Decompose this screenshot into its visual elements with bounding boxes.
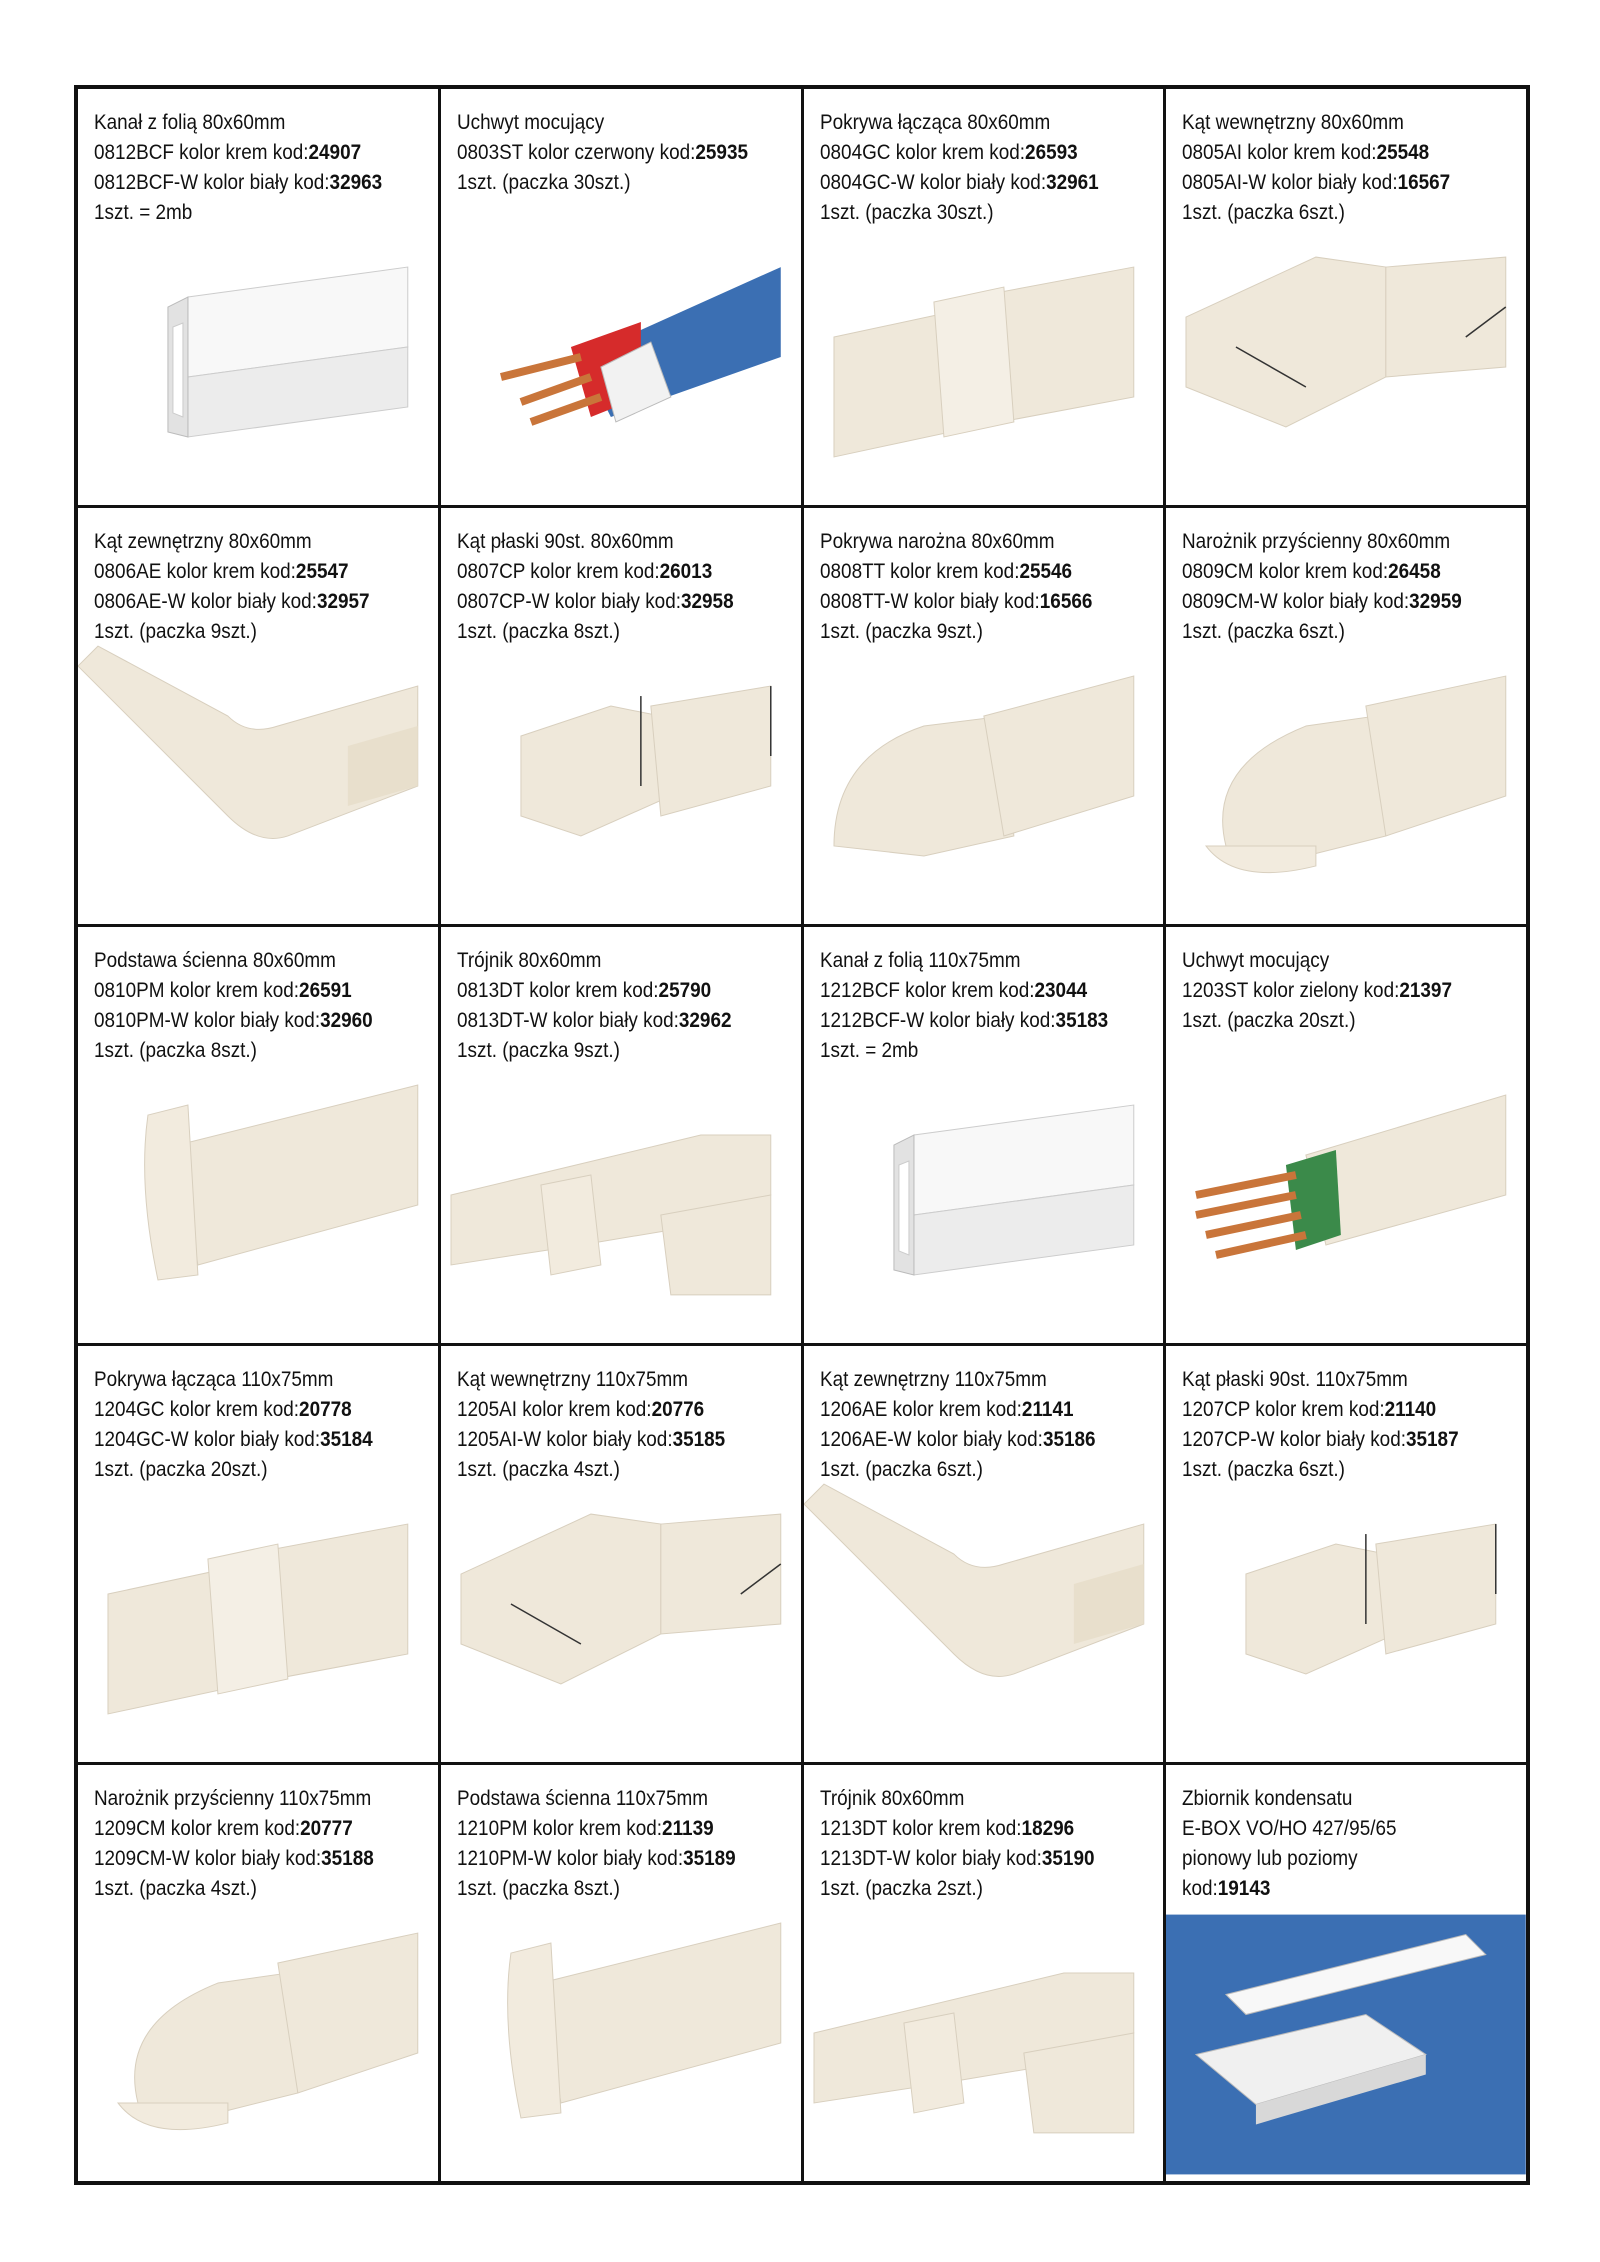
product-line bbox=[1182, 1873, 1481, 1903]
product-line-text: Kąt wewnętrzny 110x75mm bbox=[456, 1367, 688, 1391]
product-code: 21397 bbox=[1399, 978, 1453, 1002]
product-line bbox=[457, 1424, 756, 1454]
product-card bbox=[441, 89, 801, 505]
product-code: 32958 bbox=[680, 589, 734, 613]
product-line-text: 1szt. = 2mb bbox=[94, 200, 193, 224]
product-line bbox=[457, 945, 756, 975]
straight-coupler-illustration bbox=[804, 209, 1164, 505]
product-code: 21140 bbox=[1384, 1397, 1437, 1421]
product-line bbox=[820, 167, 1119, 197]
product-line-text: Kanał z folią 110x75mm bbox=[819, 948, 1021, 972]
product-line bbox=[457, 526, 756, 556]
tee-illustration bbox=[441, 1047, 801, 1343]
wall-inlet-illustration bbox=[1166, 628, 1526, 924]
product-card bbox=[78, 1346, 438, 1762]
product-line-text: 1szt. (paczka 20szt.) bbox=[94, 1457, 268, 1481]
product-image bbox=[804, 628, 1164, 924]
product-code: 26593 bbox=[1024, 140, 1078, 164]
product-line-text: Kąt płaski 90st. 80x60mm bbox=[456, 529, 674, 553]
product-line bbox=[94, 975, 393, 1005]
product-line-text: 1209CM kolor krem kod: bbox=[94, 1816, 301, 1840]
product-line-text: 1szt. (paczka 30szt.) bbox=[456, 170, 631, 194]
product-line-text: 1210PM-W kolor biały kod: bbox=[456, 1846, 683, 1870]
product-card bbox=[1166, 89, 1526, 505]
product-line bbox=[457, 137, 756, 167]
product-code: 16567 bbox=[1397, 170, 1451, 194]
product-line bbox=[94, 1005, 393, 1035]
straight-coupler-illustration bbox=[78, 1466, 438, 1762]
product-line bbox=[820, 1843, 1119, 1873]
product-line bbox=[1182, 1813, 1481, 1843]
product-line bbox=[820, 556, 1119, 586]
product-line-text: 0806AE kolor krem kod: bbox=[94, 559, 296, 583]
product-line-text: 1szt. (paczka 4szt.) bbox=[456, 1457, 620, 1481]
product-card bbox=[804, 1346, 1164, 1762]
product-line-text: 1209CM-W kolor biały kod: bbox=[94, 1846, 322, 1870]
product-line bbox=[457, 975, 756, 1005]
product-line-text: Uchwyt mocujący bbox=[1182, 948, 1330, 972]
product-code: 32957 bbox=[316, 589, 370, 613]
product-line-text: 1205AI-W kolor biały kod: bbox=[456, 1427, 673, 1451]
condensate-box-illustration bbox=[1166, 1908, 1526, 2181]
product-code: 26458 bbox=[1388, 559, 1441, 583]
white-duct-illustration bbox=[78, 209, 438, 505]
product-line-text: Trójnik 80x60mm bbox=[456, 948, 602, 972]
duct-with-pipes-green-illustration bbox=[1166, 1047, 1526, 1343]
product-line-text: Kąt zewnętrzny 110x75mm bbox=[819, 1367, 1047, 1391]
product-line bbox=[457, 556, 756, 586]
product-line-text: 0805AI kolor krem kod: bbox=[1182, 140, 1377, 164]
product-image bbox=[804, 1047, 1164, 1343]
product-code: 20776 bbox=[651, 1397, 704, 1421]
product-line-text: 1203ST kolor zielony kod: bbox=[1182, 978, 1400, 1002]
product-line bbox=[1182, 586, 1481, 616]
product-code: 25548 bbox=[1376, 140, 1430, 164]
product-code: 32962 bbox=[678, 1008, 732, 1032]
product-line-text: E-BOX VO/HO 427/95/65 bbox=[1182, 1816, 1397, 1840]
product-line-text: 0803ST kolor czerwony kod: bbox=[456, 140, 696, 164]
product-line-text: 1szt. (paczka 30szt.) bbox=[819, 200, 993, 224]
product-code: 25547 bbox=[295, 559, 349, 583]
product-image bbox=[78, 1885, 438, 2181]
product-line bbox=[820, 1394, 1119, 1424]
product-line bbox=[94, 1813, 393, 1843]
product-line bbox=[457, 167, 756, 197]
product-line-text: 1206AE-W kolor biały kod: bbox=[819, 1427, 1043, 1451]
product-card bbox=[78, 927, 438, 1343]
product-line bbox=[94, 586, 393, 616]
product-line-text: 1szt. (paczka 9szt.) bbox=[94, 619, 257, 643]
product-line bbox=[94, 556, 393, 586]
wall-inlet-illustration bbox=[78, 1885, 438, 2181]
product-description bbox=[1182, 945, 1481, 1035]
product-line bbox=[1182, 107, 1481, 137]
product-line-text: Trójnik 80x60mm bbox=[819, 1786, 964, 1810]
product-line bbox=[1182, 1843, 1481, 1873]
product-line-text: Pokrywa łącząca 80x60mm bbox=[819, 110, 1050, 134]
product-image bbox=[1166, 1908, 1526, 2181]
product-line bbox=[457, 107, 756, 137]
product-line-text: 0807CP-W kolor biały kod: bbox=[456, 589, 681, 613]
product-line-text: 1210PM kolor krem kod: bbox=[456, 1816, 662, 1840]
product-line-text: 1207CP-W kolor biały kod: bbox=[1182, 1427, 1407, 1451]
white-duct-illustration bbox=[804, 1047, 1164, 1343]
product-code: 26013 bbox=[659, 559, 712, 583]
product-image bbox=[1166, 209, 1526, 505]
product-line-text: 0813DT kolor krem kod: bbox=[456, 978, 659, 1002]
product-line-text: 1204GC-W kolor biały kod: bbox=[94, 1427, 321, 1451]
product-line-text: 0812BCF kolor krem kod: bbox=[94, 140, 309, 164]
product-card bbox=[804, 1765, 1164, 2181]
product-code: 20778 bbox=[299, 1397, 352, 1421]
product-line-text: 0812BCF-W kolor biały kod: bbox=[94, 170, 330, 194]
flat-elbow-illustration bbox=[1166, 1466, 1526, 1762]
product-line-text: 1204GC kolor krem kod: bbox=[94, 1397, 300, 1421]
duct-with-pipes-red-illustration bbox=[441, 209, 801, 505]
product-line-text: 1szt. (paczka 6szt.) bbox=[1182, 200, 1346, 224]
product-code: 35185 bbox=[672, 1427, 725, 1451]
product-card bbox=[804, 508, 1164, 924]
product-description bbox=[457, 107, 756, 197]
product-line bbox=[457, 1783, 756, 1813]
product-line-text: Narożnik przyścienny 110x75mm bbox=[94, 1786, 372, 1810]
product-card bbox=[78, 508, 438, 924]
product-image bbox=[1166, 628, 1526, 924]
product-line-text: 1206AE kolor krem kod: bbox=[819, 1397, 1022, 1421]
product-code: 19143 bbox=[1218, 1876, 1271, 1900]
product-line-text: 1szt. (paczka 9szt.) bbox=[819, 619, 983, 643]
product-line-text: 0809CM kolor krem kod: bbox=[1182, 559, 1389, 583]
product-line-text: 0813DT-W kolor biały kod: bbox=[456, 1008, 679, 1032]
product-line bbox=[457, 1813, 756, 1843]
product-description bbox=[1182, 1783, 1481, 1903]
product-line bbox=[820, 137, 1119, 167]
product-line-text: Podstawa ścienna 80x60mm bbox=[94, 948, 336, 972]
product-code: 32963 bbox=[329, 170, 383, 194]
product-line bbox=[1182, 1364, 1481, 1394]
product-line-text: Zbiornik kondensatu bbox=[1182, 1786, 1353, 1810]
product-card bbox=[78, 89, 438, 505]
product-line bbox=[94, 167, 393, 197]
product-line bbox=[1182, 526, 1481, 556]
product-line bbox=[1182, 1394, 1481, 1424]
product-code: 25790 bbox=[658, 978, 711, 1002]
product-image bbox=[804, 209, 1164, 505]
product-line bbox=[457, 586, 756, 616]
product-line-text: 1szt. (paczka 8szt.) bbox=[456, 619, 620, 643]
product-line bbox=[94, 945, 393, 975]
product-code: 35190 bbox=[1041, 1846, 1095, 1870]
product-code: 23044 bbox=[1034, 978, 1087, 1002]
product-line bbox=[94, 1843, 393, 1873]
product-line-text: 1szt. (paczka 6szt.) bbox=[1182, 1457, 1346, 1481]
product-code: 35188 bbox=[321, 1846, 374, 1870]
product-code: 24907 bbox=[308, 140, 362, 164]
product-line-text: 1szt. (paczka 8szt.) bbox=[456, 1876, 620, 1900]
product-code: 20777 bbox=[300, 1816, 353, 1840]
product-image bbox=[804, 1466, 1164, 1762]
product-line bbox=[94, 107, 393, 137]
product-image bbox=[441, 1047, 801, 1343]
product-image bbox=[441, 209, 801, 505]
product-card bbox=[441, 1765, 801, 2181]
product-line bbox=[820, 107, 1119, 137]
product-code: 35186 bbox=[1042, 1427, 1096, 1451]
product-line bbox=[94, 1424, 393, 1454]
product-line-text: 1szt. (paczka 6szt.) bbox=[819, 1457, 983, 1481]
product-code: 35187 bbox=[1406, 1427, 1459, 1451]
product-code: 32961 bbox=[1045, 170, 1099, 194]
product-image bbox=[78, 628, 438, 924]
product-line-text: 0808TT kolor krem kod: bbox=[819, 559, 1019, 583]
product-line-text: Kąt wewnętrzny 80x60mm bbox=[1182, 110, 1405, 134]
product-image bbox=[1166, 1047, 1526, 1343]
product-line bbox=[820, 1005, 1119, 1035]
product-line-text: 1207CP kolor krem kod: bbox=[1182, 1397, 1385, 1421]
product-line bbox=[1182, 137, 1481, 167]
product-line-text: 0809CM-W kolor biały kod: bbox=[1182, 589, 1410, 613]
end-cap-illustration bbox=[804, 628, 1164, 924]
product-line bbox=[1182, 167, 1481, 197]
inner-angle-illustration bbox=[1166, 209, 1526, 505]
tee-illustration bbox=[804, 1885, 1164, 2181]
product-line bbox=[457, 1394, 756, 1424]
product-line bbox=[820, 1424, 1119, 1454]
product-line bbox=[820, 975, 1119, 1005]
product-code: 26591 bbox=[299, 978, 352, 1002]
product-line bbox=[94, 137, 393, 167]
product-line-text: 1szt. (paczka 20szt.) bbox=[1182, 1008, 1356, 1032]
product-line bbox=[820, 1783, 1119, 1813]
product-line bbox=[457, 1843, 756, 1873]
product-line-text: 1205AI kolor krem kod: bbox=[456, 1397, 652, 1421]
product-card bbox=[1166, 508, 1526, 924]
product-card bbox=[1166, 1765, 1526, 2181]
product-line-text: 1212BCF kolor krem kod: bbox=[819, 978, 1035, 1002]
product-code: 35183 bbox=[1055, 1008, 1108, 1032]
product-line-text: 1szt. (paczka 9szt.) bbox=[456, 1038, 620, 1062]
product-line-text: 1213DT-W kolor biały kod: bbox=[819, 1846, 1042, 1870]
outer-angle-illustration bbox=[78, 628, 438, 924]
product-card bbox=[441, 508, 801, 924]
outer-angle-illustration bbox=[804, 1466, 1164, 1762]
product-image bbox=[441, 1885, 801, 2181]
product-line-text: 1szt. (paczka 8szt.) bbox=[94, 1038, 257, 1062]
product-line bbox=[820, 945, 1119, 975]
product-line-text: Narożnik przyścienny 80x60mm bbox=[1182, 529, 1451, 553]
product-line-text: 0806AE-W kolor biały kod: bbox=[94, 589, 317, 613]
product-image bbox=[78, 1047, 438, 1343]
product-code: 32960 bbox=[320, 1008, 373, 1032]
product-line bbox=[457, 1364, 756, 1394]
flat-elbow-illustration bbox=[441, 628, 801, 924]
product-line bbox=[94, 1364, 393, 1394]
product-image bbox=[78, 209, 438, 505]
product-line-text: Uchwyt mocujący bbox=[456, 110, 604, 134]
product-line bbox=[1182, 1424, 1481, 1454]
product-line-text: Kąt płaski 90st. 110x75mm bbox=[1182, 1367, 1408, 1391]
wall-base-illustration bbox=[78, 1047, 438, 1343]
product-code: 32959 bbox=[1409, 589, 1463, 613]
product-line-text: 1szt. (paczka 2szt.) bbox=[819, 1876, 983, 1900]
product-line-text: Kanał z folią 80x60mm bbox=[94, 110, 286, 134]
product-card bbox=[1166, 1346, 1526, 1762]
product-line bbox=[94, 1394, 393, 1424]
product-code: 35184 bbox=[320, 1427, 373, 1451]
product-line bbox=[1182, 1783, 1481, 1813]
product-code: 21141 bbox=[1021, 1397, 1073, 1421]
product-line-text: 0810PM-W kolor biały kod: bbox=[94, 1008, 321, 1032]
product-card bbox=[804, 89, 1164, 505]
product-line-text: 1szt. (paczka 4szt.) bbox=[94, 1876, 257, 1900]
product-code: 21139 bbox=[661, 1816, 714, 1840]
product-line bbox=[1182, 975, 1481, 1005]
product-line-text: 0810PM kolor krem kod: bbox=[94, 978, 300, 1002]
product-grid bbox=[74, 85, 1530, 2185]
product-line-text: 1212BCF-W kolor biały kod: bbox=[819, 1008, 1056, 1032]
product-line bbox=[820, 586, 1119, 616]
product-line bbox=[1182, 556, 1481, 586]
product-line-text: kod: bbox=[1182, 1876, 1219, 1900]
product-card bbox=[1166, 927, 1526, 1343]
product-card bbox=[441, 927, 801, 1343]
product-image bbox=[1166, 1466, 1526, 1762]
product-line-text: Podstawa ścienna 110x75mm bbox=[456, 1786, 708, 1810]
product-code: 25546 bbox=[1018, 559, 1072, 583]
product-line-text: Kąt zewnętrzny 80x60mm bbox=[94, 529, 312, 553]
product-code: 16566 bbox=[1039, 589, 1092, 613]
product-card bbox=[441, 1346, 801, 1762]
product-image bbox=[78, 1466, 438, 1762]
product-code: 35189 bbox=[682, 1846, 736, 1870]
product-code: 18296 bbox=[1021, 1816, 1074, 1840]
product-line-text: 1szt. = 2mb bbox=[819, 1038, 918, 1062]
product-line bbox=[1182, 945, 1481, 975]
product-line bbox=[820, 526, 1119, 556]
product-line-text: Pokrywa łącząca 110x75mm bbox=[94, 1367, 334, 1391]
product-line-text: pionowy lub poziomy bbox=[1182, 1846, 1358, 1870]
product-line-text: 0808TT-W kolor biały kod: bbox=[819, 589, 1040, 613]
product-line-text: 0804GC kolor krem kod: bbox=[819, 140, 1025, 164]
product-line-text: 0805AI-W kolor biały kod: bbox=[1182, 170, 1398, 194]
product-card bbox=[804, 927, 1164, 1343]
product-image bbox=[441, 628, 801, 924]
product-line bbox=[457, 1005, 756, 1035]
product-line bbox=[820, 1364, 1119, 1394]
inner-angle-illustration bbox=[441, 1466, 801, 1762]
product-line-text: 0804GC-W kolor biały kod: bbox=[819, 170, 1046, 194]
product-image bbox=[441, 1466, 801, 1762]
product-line bbox=[94, 1783, 393, 1813]
product-line bbox=[1182, 1005, 1481, 1035]
product-image bbox=[804, 1885, 1164, 2181]
product-line-text: 1213DT kolor krem kod: bbox=[819, 1816, 1022, 1840]
product-line-text: 0807CP kolor krem kod: bbox=[456, 559, 660, 583]
product-line-text: 1szt. (paczka 6szt.) bbox=[1182, 619, 1346, 643]
product-line bbox=[94, 526, 393, 556]
product-line bbox=[820, 1813, 1119, 1843]
wall-base-illustration bbox=[441, 1885, 801, 2181]
product-card bbox=[78, 1765, 438, 2181]
product-line-text: Pokrywa narożna 80x60mm bbox=[819, 529, 1055, 553]
product-code: 25935 bbox=[695, 140, 748, 164]
